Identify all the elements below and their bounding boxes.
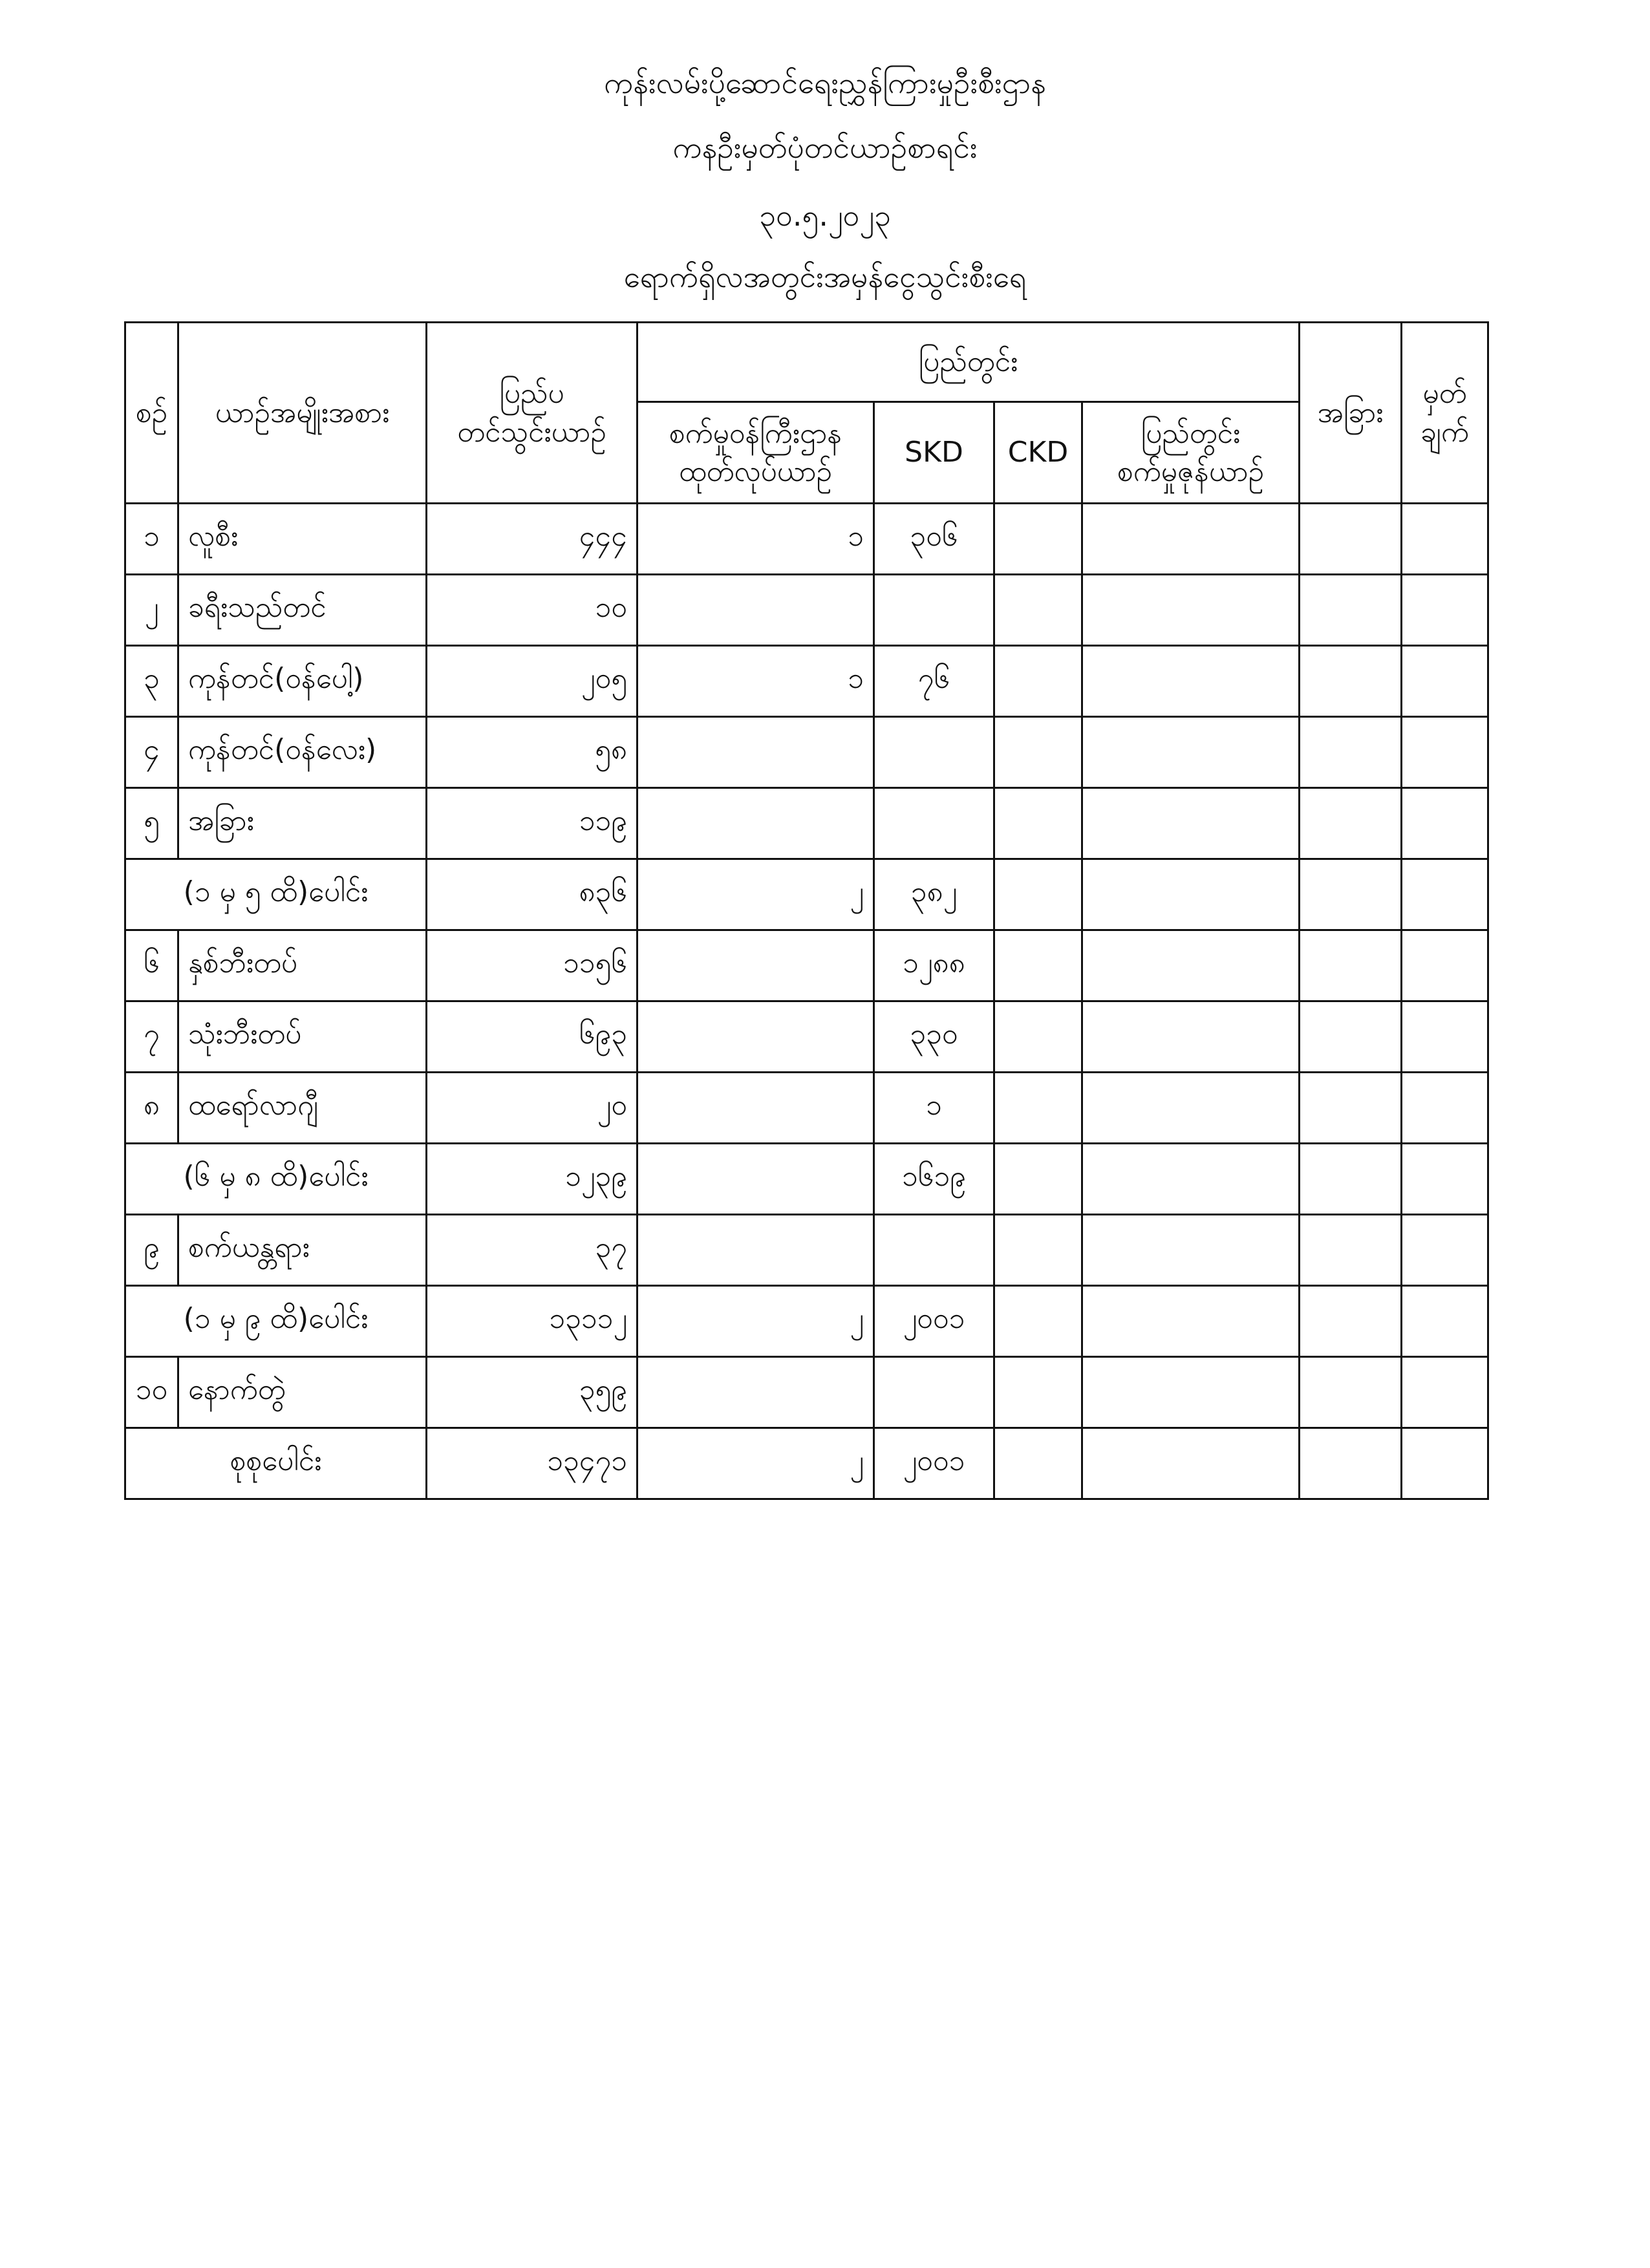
ckd-cell — [994, 646, 1082, 717]
other-cell — [1300, 1144, 1402, 1215]
factory-cell: ၁ — [638, 646, 874, 717]
remarks-cell — [1402, 1215, 1488, 1286]
remarks-cell — [1402, 646, 1488, 717]
row-number: ၅ — [125, 788, 178, 859]
assembled-cell — [1082, 575, 1300, 646]
ckd-cell — [994, 930, 1082, 1001]
remarks-cell — [1402, 1357, 1488, 1428]
ckd-cell — [994, 717, 1082, 788]
import-cell: ၁၃၁၁၂ — [427, 1286, 638, 1357]
import-cell: ၂၀ — [427, 1073, 638, 1144]
skd-cell: ၁၆၁၉ — [874, 1144, 994, 1215]
col-header-no: စဉ် — [125, 323, 178, 504]
table-row — [125, 1001, 1488, 1073]
report-date: ၃၀.၅.၂၀၂၃ — [759, 198, 891, 233]
assembled-cell — [1082, 717, 1300, 788]
ckd-cell — [994, 1144, 1082, 1215]
col-header-domestic: ပြည်တွင်း — [638, 323, 1300, 402]
skd-cell — [874, 1357, 994, 1428]
assembled-cell — [1082, 930, 1300, 1001]
row-number: ၂ — [125, 575, 178, 646]
remarks-cell — [1402, 1286, 1488, 1357]
col-header-ckd: CKD — [994, 402, 1082, 504]
remarks-cell — [1402, 1001, 1488, 1073]
other-cell — [1300, 859, 1402, 930]
vehicle-type: နှစ်ဘီးတပ် — [178, 930, 427, 1001]
factory-cell: ၁ — [638, 504, 874, 575]
subtotal-label: (၁ မှ ၉ ထိ)ပေါင်း — [125, 1286, 427, 1357]
import-cell: ၁၀ — [427, 575, 638, 646]
remarks-cell — [1402, 575, 1488, 646]
col-header-skd: SKD — [874, 402, 994, 504]
assembled-cell — [1082, 859, 1300, 930]
skd-cell: ၃၃၀ — [874, 1001, 994, 1073]
row-number: ၉ — [125, 1215, 178, 1286]
vehicle-type: အခြား — [178, 788, 427, 859]
other-cell — [1300, 1001, 1402, 1073]
vehicle-type: သုံးဘီးတပ် — [178, 1001, 427, 1073]
assembled-cell — [1082, 1286, 1300, 1357]
col-header-type: ယာဉ်အမျိုးအစား — [178, 323, 427, 504]
other-cell — [1300, 788, 1402, 859]
row-number: ၄ — [125, 717, 178, 788]
factory-cell — [638, 575, 874, 646]
import-cell: ၁၁၅၆ — [427, 930, 638, 1001]
table-body — [125, 504, 1488, 1499]
skd-cell — [874, 717, 994, 788]
total-import-cell: ၁၃၄၇၁ — [427, 1428, 638, 1499]
factory-cell — [638, 1215, 874, 1286]
assembled-cell — [1082, 1073, 1300, 1144]
subtotal-row — [125, 859, 1488, 930]
factory-cell: ၂ — [638, 1286, 874, 1357]
table-row — [125, 717, 1488, 788]
department-title: ကုန်းလမ်းပို့ဆောင်ရေးညွှန်ကြားမှုဦးစီးဌာန — [604, 65, 1046, 100]
other-cell — [1300, 1357, 1402, 1428]
skd-cell: ၃၀၆ — [874, 504, 994, 575]
total-label: စုစုပေါင်း — [125, 1428, 427, 1499]
col-header-assembled: ပြည်တွင်း စက်မှုဇုန်ယာဉ် — [1082, 402, 1300, 504]
remarks-cell — [1402, 859, 1488, 930]
total-skd-cell: ၂၀၀၁ — [874, 1428, 994, 1499]
row-number: ၈ — [125, 1073, 178, 1144]
ckd-cell — [994, 504, 1082, 575]
row-number: ၆ — [125, 930, 178, 1001]
import-cell: ၅၈ — [427, 717, 638, 788]
report-title: ကနဦးမှတ်ပုံတင်ယာဉ်စာရင်း — [672, 130, 978, 165]
col-header-import: ပြည်ပ တင်သွင်းယာဉ် — [427, 323, 638, 504]
other-cell — [1300, 930, 1402, 1001]
assembled-cell — [1082, 1357, 1300, 1428]
other-cell — [1300, 646, 1402, 717]
other-cell — [1300, 504, 1402, 575]
vehicle-type: ခရီးသည်တင် — [178, 575, 427, 646]
remarks-cell — [1402, 1144, 1488, 1215]
total-ckd-cell — [994, 1428, 1082, 1499]
skd-cell — [874, 1215, 994, 1286]
row-number: ၃ — [125, 646, 178, 717]
skd-cell: ၂၀၀၁ — [874, 1286, 994, 1357]
row-number: ၇ — [125, 1001, 178, 1073]
total-factory-cell: ၂ — [638, 1428, 874, 1499]
assembled-cell — [1082, 504, 1300, 575]
ckd-cell — [994, 1001, 1082, 1073]
vehicle-type: လူစီး — [178, 504, 427, 575]
table-row — [125, 646, 1488, 717]
skd-cell — [874, 788, 994, 859]
factory-cell — [638, 1073, 874, 1144]
ckd-cell — [994, 1215, 1082, 1286]
col-header-factory: စက်မှုဝန်ကြီးဌာန ထုတ်လုပ်ယာဉ် — [638, 402, 874, 504]
vehicle-type: ကုန်တင်(ဝန်လေး) — [178, 717, 427, 788]
table-row — [125, 504, 1488, 575]
import-cell: ၆၉၃ — [427, 1001, 638, 1073]
other-cell — [1300, 1215, 1402, 1286]
skd-cell: ၇၆ — [874, 646, 994, 717]
factory-cell — [638, 930, 874, 1001]
ckd-cell — [994, 1073, 1082, 1144]
import-cell: ၁၁၉ — [427, 788, 638, 859]
vehicle-type: နောက်တွဲ — [178, 1357, 427, 1428]
import-cell: ၃၅၉ — [427, 1357, 638, 1428]
report-subtitle: ရောက်ရှိလအတွင်းအမှန်ငွေသွင်းစီးရေ — [623, 259, 1027, 294]
ckd-cell — [994, 788, 1082, 859]
vehicle-type: ကုန်တင်(ဝန်ပေါ့) — [178, 646, 427, 717]
vehicle-type: စက်ယန္တရား — [178, 1215, 427, 1286]
other-cell — [1300, 1073, 1402, 1144]
total-row — [125, 1428, 1488, 1499]
row-number: ၁ — [125, 504, 178, 575]
assembled-cell — [1082, 646, 1300, 717]
other-cell — [1300, 575, 1402, 646]
skd-cell: ၃၈၂ — [874, 859, 994, 930]
remarks-cell — [1402, 1073, 1488, 1144]
skd-cell: ၁၂၈၈ — [874, 930, 994, 1001]
other-cell — [1300, 717, 1402, 788]
col-header-remarks: မှတ် ချက် — [1402, 323, 1488, 504]
factory-cell — [638, 717, 874, 788]
assembled-cell — [1082, 1001, 1300, 1073]
factory-cell — [638, 1357, 874, 1428]
vehicle-registration-table — [124, 321, 1489, 1500]
import-cell: ၁၂၃၉ — [427, 1144, 638, 1215]
table-row — [125, 1215, 1488, 1286]
import-cell: ၂၀၅ — [427, 646, 638, 717]
table-row — [125, 575, 1488, 646]
table-row — [125, 788, 1488, 859]
factory-cell — [638, 788, 874, 859]
row-number: ၁၀ — [125, 1357, 178, 1428]
assembled-cell — [1082, 1215, 1300, 1286]
import-cell: ၄၄၄ — [427, 504, 638, 575]
ckd-cell — [994, 1286, 1082, 1357]
total-other-cell — [1300, 1428, 1402, 1499]
skd-cell — [874, 575, 994, 646]
subtotal-label: (၆ မှ ၈ ထိ)ပေါင်း — [125, 1144, 427, 1215]
remarks-cell — [1402, 930, 1488, 1001]
import-cell: ၃၇ — [427, 1215, 638, 1286]
other-cell — [1300, 1286, 1402, 1357]
skd-cell: ၁ — [874, 1073, 994, 1144]
table-row — [125, 1357, 1488, 1428]
total-assembled-cell — [1082, 1428, 1300, 1499]
remarks-cell — [1402, 717, 1488, 788]
factory-cell — [638, 1001, 874, 1073]
subtotal-row — [125, 1286, 1488, 1357]
ckd-cell — [994, 575, 1082, 646]
table-row — [125, 1073, 1488, 1144]
ckd-cell — [994, 859, 1082, 930]
vehicle-type: ထရော်လာဂျီ — [178, 1073, 427, 1144]
assembled-cell — [1082, 788, 1300, 859]
ckd-cell — [994, 1357, 1082, 1428]
total-remarks-cell — [1402, 1428, 1488, 1499]
factory-cell — [638, 1144, 874, 1215]
remarks-cell — [1402, 788, 1488, 859]
assembled-cell — [1082, 1144, 1300, 1215]
subtotal-label: (၁ မှ ၅ ထိ)ပေါင်း — [125, 859, 427, 930]
remarks-cell — [1402, 504, 1488, 575]
import-cell: ၈၃၆ — [427, 859, 638, 930]
table-row — [125, 930, 1488, 1001]
col-header-other: အခြား — [1300, 323, 1402, 504]
subtotal-row — [125, 1144, 1488, 1215]
factory-cell: ၂ — [638, 859, 874, 930]
